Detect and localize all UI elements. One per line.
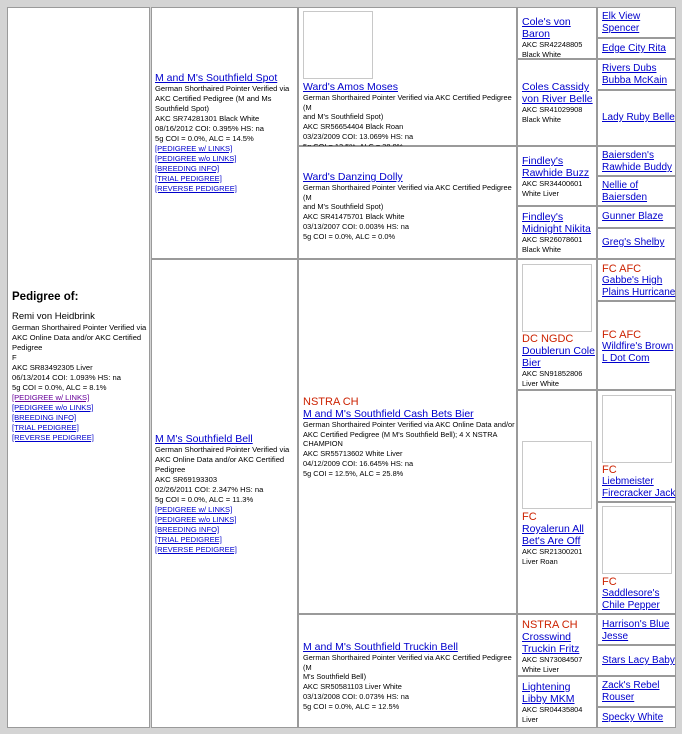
gen4-a-cell <box>517 7 597 59</box>
subject-line4: AKC SR83492305 Liver <box>12 363 93 372</box>
gen3-dd-line1: German Shorthaired Pointer Verified via AKC Certified Pedigree (M <box>303 653 512 672</box>
subject-line1: German Shorthaired Pointer Verified via <box>12 323 147 332</box>
subject-line5: 06/13/2014 COI: 1.093% HS: na <box>12 373 121 382</box>
sire-reverse-pedigree-link[interactable]: [REVERSE PEDIGREE] <box>155 184 237 193</box>
gen4-b-color: Black White <box>522 114 562 124</box>
gen3-dd-name-link[interactable]: M and M's Southfield Truckin Bell <box>303 641 458 653</box>
gen3-ds-name-link[interactable]: M and M's Southfield Cash Bets Bier <box>303 408 474 420</box>
gen5-a1-cell <box>597 7 676 38</box>
gen5-f1-title: FC <box>602 464 617 476</box>
gen5-d2-name-link[interactable]: Greg's Shelby <box>602 237 665 248</box>
gen3-ds-line2: AKC Certified Pedigree (M M's Southfield Bell); 4 X NSTRA <box>303 429 498 439</box>
gen4-e-reg: AKC SN91852806 <box>522 369 583 378</box>
gen3-sd-line4: 03/13/2007 COI: 0.003% HS: na <box>303 221 410 231</box>
gen5-e2-cell <box>597 301 676 390</box>
dog-photo <box>303 11 373 79</box>
gen4-f-cell <box>517 390 597 614</box>
dam-line2: AKC Online Data and/or AKC Certified <box>155 455 285 464</box>
gen3-sd-cell <box>298 146 517 259</box>
gen3-ds-line4: AKC SR55713602 White Liver <box>303 449 403 459</box>
gen4-d-color: Black White <box>522 244 562 254</box>
gen4-f-reg: AKC SR21300201 <box>522 547 583 556</box>
gen4-e-name-link[interactable]: Doublerun Cole Bier <box>522 345 595 369</box>
gen3-sd-line1: German Shorthaired Pointer Verified via AKC Certified Pedigree (M <box>303 183 512 202</box>
gen5-a1-name-link[interactable]: Elk View Spencer <box>602 11 641 34</box>
gen3-sd-line2: and M's Southfield Spot) <box>303 202 384 212</box>
gen4-d-reg: AKC SR26078601 <box>522 235 583 244</box>
gen4-c-name-link[interactable]: Findley's Rawhide Buzz <box>522 155 590 179</box>
gen3-dd-line4: 03/13/2008 COI: 0.073% HS: na <box>303 691 410 701</box>
gen5-h2-cell <box>597 707 676 728</box>
gen5-h2-name-link[interactable]: Specky White <box>602 712 664 723</box>
gen4-g-title: NSTRA CH <box>522 619 578 631</box>
gen5-e2-title: FC AFC <box>602 329 642 341</box>
sire-breeding-info-link[interactable]: [BREEDING INFO] <box>155 164 220 173</box>
gen4-f-title: FC <box>522 511 537 523</box>
dam-line3: Pedigree <box>155 465 186 474</box>
gen5-f2-title: FC <box>602 576 617 588</box>
gen5-c2-name-link[interactable]: Nellie of Baiersden <box>602 180 648 203</box>
gen4-c-color: White Liver <box>522 188 559 198</box>
gen5-a2-name-link[interactable]: Edge City Rita <box>602 43 666 54</box>
dam-cell <box>151 259 298 728</box>
pedigree-heading: Pedigree of: <box>12 291 79 303</box>
gen5-c2-cell <box>597 176 676 206</box>
gen4-g-reg: AKC SN73084507 <box>522 655 583 664</box>
gen5-b2-cell <box>597 90 676 146</box>
gen5-e1-title: FC AFC <box>602 263 642 275</box>
dam-line1: German Shorthaired Pointer Verified via <box>155 445 290 454</box>
gen3-dd-line3: AKC SR50581103 Liver White <box>303 682 402 692</box>
dam-line6: 5g COI = 0.0%, ALC = 11.3% <box>155 495 254 504</box>
gen4-c-reg: AKC SR34400601 <box>522 179 583 188</box>
subject-line6: 5g COI = 0.0%, ALC = 8.1% <box>12 383 107 392</box>
subject-pedigree-nolinks-link[interactable]: [PEDIGREE w/o LINKS] <box>12 403 94 412</box>
sire-name-link[interactable]: M and M's Southfield Spot <box>155 72 278 84</box>
gen5-e2-name-link[interactable]: Wildfire's Brown L Dot Com <box>602 341 674 364</box>
sire-line1: German Shorthaired Pointer Verified via <box>155 84 290 93</box>
gen3-ds-line5: 04/12/2009 COI: 16.645% HS: na <box>303 458 414 468</box>
gen4-h-color: Liver <box>522 714 539 724</box>
dam-pedigree-links-link[interactable]: [PEDIGREE w/ LINKS] <box>155 505 233 514</box>
gen4-a-name-link[interactable]: Cole's von Baron <box>522 16 571 40</box>
subject-cell <box>7 7 150 728</box>
gen3-ds-title: NSTRA CH <box>303 396 359 408</box>
gen4-a-color: Black White <box>522 49 562 59</box>
gen5-g2-cell <box>597 645 676 676</box>
gen3-sd-name-link[interactable]: Ward's Danzing Dolly <box>303 171 403 183</box>
subject-pedigree-links-link[interactable]: [PEDIGREE w/ LINKS] <box>12 393 90 402</box>
gen4-d-name-link[interactable]: Findley's Midnight Nikita <box>522 211 591 235</box>
gen4-g-name-link[interactable]: Crosswind Truckin Fritz <box>522 631 580 655</box>
gen5-b2-name-link[interactable]: Lady Ruby Belle <box>602 112 675 123</box>
gen3-dd-line2: M's Southfield Bell) <box>303 672 367 682</box>
gen3-ds-line3: CHAMPION <box>303 439 343 449</box>
gen4-a-reg: AKC SR42248805 <box>522 40 583 49</box>
sire-line4: AKC SR74281301 Black White <box>155 114 260 123</box>
gen3-ss-line1: German Shorthaired Pointer Verified via AKC Certified Pedigree (M <box>303 93 512 112</box>
subject-reverse-pedigree-link[interactable]: [REVERSE PEDIGREE] <box>12 433 94 442</box>
gen4-e-color: Liver White <box>522 378 559 388</box>
dog-photo <box>522 264 592 332</box>
gen5-c1-cell <box>597 146 676 176</box>
gen4-b-name-link[interactable]: Coles Cassidy von River Belle <box>522 81 593 105</box>
gen5-a2-cell <box>597 38 676 59</box>
gen5-b1-cell <box>597 59 676 90</box>
sire-line5: 08/16/2012 COI: 0.395% HS: na <box>155 124 264 133</box>
gen4-g-color: White Liver <box>522 664 559 674</box>
dog-photo <box>602 395 672 463</box>
gen3-ds-cell <box>298 259 517 614</box>
gen3-ss-cell <box>298 7 517 146</box>
gen4-e-cell <box>517 259 597 390</box>
gen5-f2-cell <box>597 502 676 614</box>
gen3-dd-cell <box>298 614 517 728</box>
sire-cell <box>151 7 298 259</box>
gen3-sd-line3: AKC SR41475701 Black White <box>303 212 405 222</box>
gen4-h-name-link[interactable]: Lightening Libby MKM <box>522 681 575 705</box>
dam-line5: 02/26/2011 COI: 2.347% HS: na <box>155 485 264 494</box>
subject-line3: Pedigree <box>12 343 43 352</box>
gen5-c1-name-link[interactable]: Baiersden's Rawhide Buddy <box>602 150 673 173</box>
gen5-d1-name-link[interactable]: Gunner Blaze <box>602 211 664 222</box>
gen5-g2-name-link[interactable]: Stars Lacy Baby <box>602 655 675 666</box>
gen4-h-cell <box>517 676 597 728</box>
sire-line3: Southfield Spot) <box>155 104 210 113</box>
gen3-ds-line6: 5g COI = 12.5%, ALC = 25.8% <box>303 468 404 478</box>
dam-reverse-pedigree-link[interactable]: [REVERSE PEDIGREE] <box>155 545 237 554</box>
gen5-e1-name-link[interactable]: Gabbe's High Plains Hurricane <box>602 275 676 298</box>
gen5-g1-name-link[interactable]: Harrison's Blue Jesse <box>602 619 670 642</box>
gen5-e1-cell <box>597 259 676 301</box>
dam-breeding-info-link[interactable]: [BREEDING INFO] <box>155 525 220 534</box>
gen4-f-name-link[interactable]: Royalerun All Bet's Are Off <box>522 523 584 547</box>
gen3-sd-line5: 5g COI = 0.0%, ALC = 0.0% <box>303 231 396 241</box>
sire-line6: 5g COI = 0.0%, ALC = 14.5% <box>155 134 254 143</box>
dog-photo <box>522 441 592 509</box>
gen5-g1-cell <box>597 614 676 645</box>
gen4-h-reg: AKC SR04435804 <box>522 705 583 714</box>
sire-line2: AKC Certified Pedigree (M and Ms <box>155 94 272 103</box>
gen5-d1-cell <box>597 206 676 228</box>
gen5-b1-name-link[interactable]: Rivers Dubs Bubba McKain <box>602 63 668 86</box>
gen5-f2-name-link[interactable]: Saddlesore's Chile Pepper <box>602 588 660 611</box>
subject-trial-pedigree-link[interactable]: [TRIAL PEDIGREE] <box>12 423 79 432</box>
gen4-e-title: DC NGDC <box>522 333 574 345</box>
subject-breeding-info-link[interactable]: [BREEDING INFO] <box>12 413 77 422</box>
gen4-d-cell <box>517 206 597 259</box>
dog-photo <box>602 506 672 574</box>
subject-line2: AKC Online Data and/or AKC Certified <box>12 333 142 342</box>
sire-pedigree-nolinks-link[interactable]: [PEDIGREE w/o LINKS] <box>155 154 237 163</box>
gen5-h1-name-link[interactable]: Zack's Rebel Rouser <box>602 680 660 703</box>
dam-pedigree-nolinks-link[interactable]: [PEDIGREE w/o LINKS] <box>155 515 237 524</box>
sire-pedigree-links-link[interactable]: [PEDIGREE w/ LINKS] <box>155 144 233 153</box>
gen4-b-cell <box>517 59 597 146</box>
gen3-ss-line4: 03/23/2009 COI: 13.069% HS: na <box>303 131 414 141</box>
gen5-f1-cell <box>597 390 676 502</box>
gen3-ss-line2: and M's Southfield Spot) <box>303 112 384 122</box>
gen3-dd-line5: 5g COI = 0.0%, ALC = 12.5% <box>303 701 400 711</box>
subject-sex: F <box>12 353 17 362</box>
gen5-f1-name-link[interactable]: Liebmeister Firecracker Jack <box>602 476 676 499</box>
gen4-g-cell <box>517 614 597 676</box>
gen3-ss-name-link[interactable]: Ward's Amos Moses <box>303 81 398 93</box>
dam-trial-pedigree-link[interactable]: [TRIAL PEDIGREE] <box>155 535 222 544</box>
gen4-f-color: Liver Roan <box>522 556 558 566</box>
gen5-d2-cell <box>597 228 676 259</box>
gen4-b-reg: AKC SR41029908 <box>522 105 583 114</box>
gen5-h1-cell <box>597 676 676 707</box>
subject-name: Remi von Heidbrink <box>12 311 95 322</box>
dam-line4: AKC SR69193303 <box>155 475 218 484</box>
gen3-ds-line1: German Shorthaired Pointer Verified via AKC Online Data and/or <box>303 420 515 429</box>
sire-trial-pedigree-link[interactable]: [TRIAL PEDIGREE] <box>155 174 222 183</box>
gen4-c-cell <box>517 146 597 206</box>
dam-name-link[interactable]: M M's Southfield Bell <box>155 433 253 445</box>
gen3-ss-line3: AKC SR56654404 Black Roan <box>303 122 404 132</box>
